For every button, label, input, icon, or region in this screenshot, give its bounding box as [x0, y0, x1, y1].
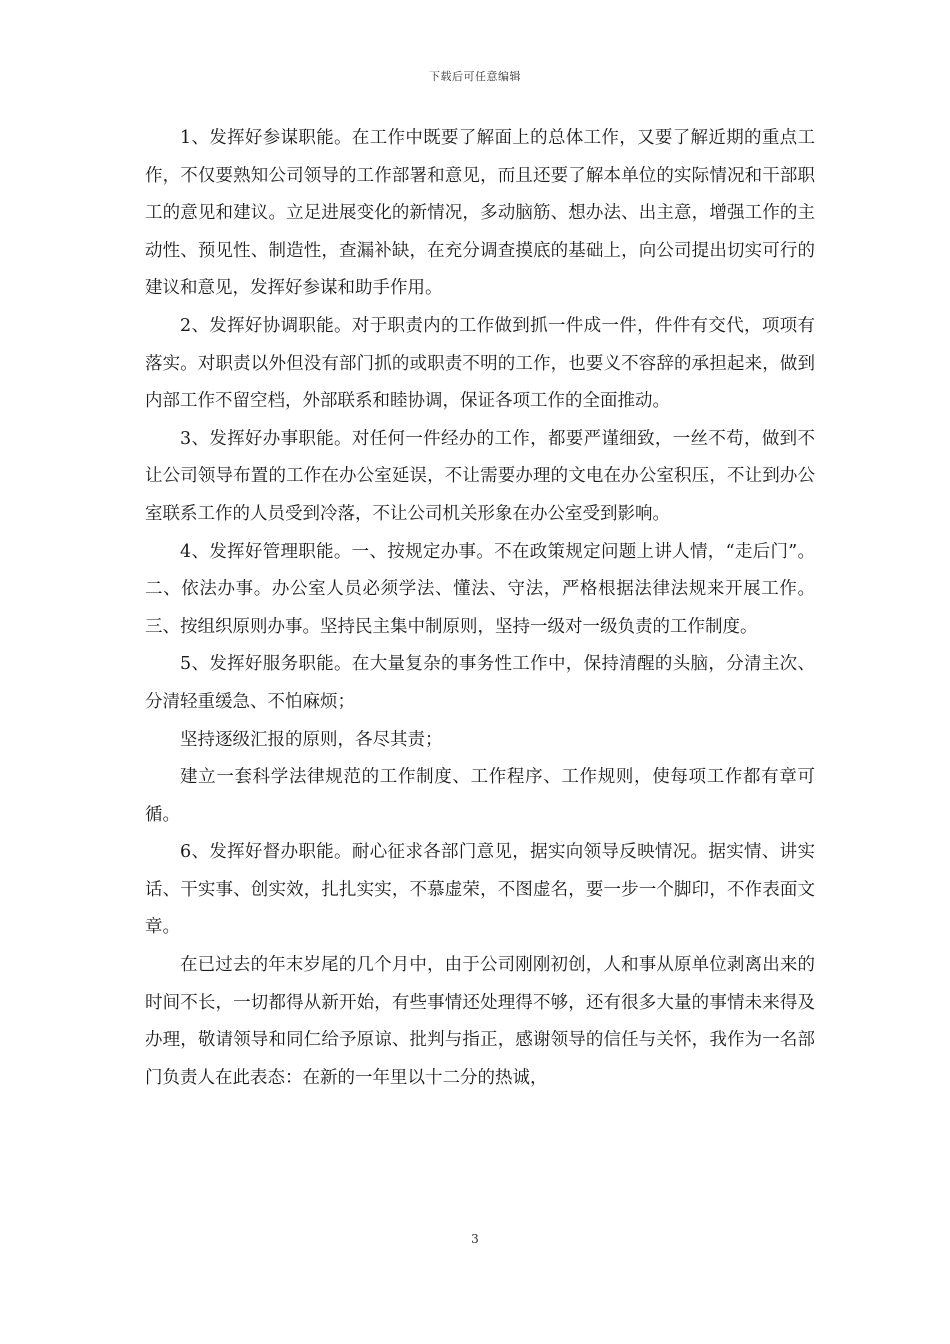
page-header: 下载后可任意编辑 [429, 70, 521, 83]
paragraph-5: 5、发挥好服务职能。在大量复杂的事务性工作中，保持清醒的头脑，分清主次、分清轻重缓急、不怕麻烦； [145, 654, 815, 712]
paragraph-4: 4、发挥好管理职能。一、按规定办事。不在政策规定问题上讲人情，“走后门”。二、依法办事。办公室人员必须学法、懂法、守法，严格根据法律法规来开展工作。三、按组织原则办事。坚持民主集中制原则，坚持一级对一级负责的工作制度。 [145, 541, 815, 637]
document-body [145, 120, 815, 1097]
paragraph-9: 在已过去的年末岁尾的几个月中，由于公司刚刚初创，人和事从原单位剥离出来的时间不长，一切都得从新开始，有些事情还处理得不够，还有很多大量的事情未来得及办理，敬请领导和同仁给予原谅、批判与指正，感谢领导的信任与关怀，我作为一名部门负责人在此表态：在新的一年里以十二分的热诚， [145, 955, 815, 1088]
paragraph-2: 2、发挥好协调职能。对于职责内的工作做到抓一件成一件，件件有交代，项项有落实。对职责以外但没有部门抓的或职责不明的工作，也要义不容辞的承担起来，做到内部工作不留空档，外部联系和睦协调，保证各项工作的全面推动。 [145, 315, 815, 412]
paragraph-7: 建立一套科学法律规范的工作制度、工作程序、工作规则，使每项工作都有章可循。 [145, 767, 815, 825]
paragraph-1: 1、发挥好参谋职能。在工作中既要了解面上的总体工作，又要了解近期的重点工作，不仅要熟知公司领导的工作部署和意见，而且还要了解本单位的实际情况和干部职工的意见和建议。立足进展变化的新情况，多动脑筋、想办法、出主意，增强工作的主动性、预见性、制造性，查漏补缺，在充分调查摸底的基础上，向公司提出切实可行的建议和意见，发挥好参谋和助手作用。 [145, 128, 815, 299]
paragraph-8: 6、发挥好督办职能。耐心征求各部门意见，据实向领导反映情况。据实情、讲实话、干实事、创实效，扎扎实实，不慕虚荣，不图虚名，要一步一个脚印，不作表面文章。 [145, 842, 815, 938]
paragraph-3: 3、发挥好办事职能。对任何一件经办的工作，都要严谨细致，一丝不苟，做到不让公司领导布置的工作在办公室延误，不让需要办理的文电在办公室积压，不让到办公室联系工作的人员受到冷落，不让公司机关形象在办公室受到影响。 [145, 428, 815, 524]
page-number: 3 [471, 1232, 479, 1246]
paragraph-6: 坚持逐级汇报的原则，各尽其责； [180, 729, 443, 750]
